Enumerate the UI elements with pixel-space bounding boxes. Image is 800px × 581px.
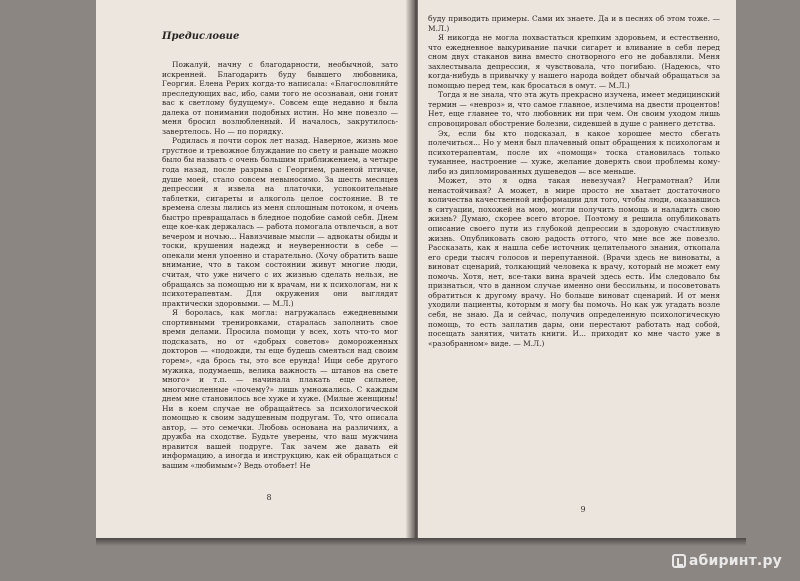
page-number-right: 9 bbox=[580, 505, 586, 514]
paragraph: Эх, если бы кто подсказал, в какое хорошее место сбегать полечиться... Но у меня был плачевный опыт обращения к психологам и психотерапевтам, после их «помощи» тоска становилась только туманнее, настроение — хуже, желание доверять свои проблемы кому-либо из дипломированных душеведов — все меньше. bbox=[428, 128, 720, 176]
labirint-logo-icon bbox=[672, 554, 686, 568]
right-page bbox=[418, 0, 736, 538]
paragraph: Тогда я не знала, что эта жуть прекрасно изучена, имеет медицинский термин — «невроз» и, что самое главное, излечима на двести процентов! Нет, еще главнее то, что любовник ни при чем. Он своим уходом лишь спровоцировал обострение болезни, сидевшей в душе с раннего детства. bbox=[428, 90, 720, 129]
paragraph: Я боролась, как могла: нагружалась ежедневными спортивными тренировками, старалась заполнить свое время делами. Просила помощи у всех, хоть что-то мог подсказать, но от «добрых советов» домороженных докторов — «подожди, ты еще будешь смеяться над своим горем», «да брось ты, это все ерунда! Ищи себе другого мужика, подумаешь, велика важность — штанов на свете много» и т.п. — начинала плакать еще сильнее, многочисленные «почему?» лишь умножались. С каждым днем мне становилось все хуже и хуже. (Милые женщины! Ни в коем случае не обращайтесь за психологической помощью к своим задушевным подругам. То, что описала автор, — это семечки. Любовь основана на различиях, а дружба на сходстве. Будьте уверены, что ваш мужчина нравится вашей подруге. Так зачем же давать ей информацию, а иногда и инструкцию, как ей обращаться с вашим «любимым»? Ведь отобьет! Не bbox=[162, 308, 398, 470]
page-number-left: 8 bbox=[266, 493, 272, 502]
paragraph: Родилась я почти сорок лет назад. Наверное, жизнь мое грустное и тревожное блуждание по свету и раньше можно было бы назвать с очень большим приближением, а четыре года назад, после разрыва с Георгием, раненой птичке, душе моей, стало совсем невыносимо. За шесть месяцев депрессии я извела на платочки, успокоительные таблетки, сигареты и алкоголь целое состояние. В те времена слезы лились из меня сплошным потоком, я очень быстро превращалась в бледное подобие самой себя. Днем еще кое-как держалась — работа помогала отвлечься, а вот вечером и ночью... Навязчивые мысли — адвокаты обиды и тоски, крушения надежд и неуверенности в себе — опекали меня упоенно и старательно. (Хочу обратить ваше внимание, что в таком состоянии живут многие люди, считая, что уже ничего с их жизнью сделать нельзя, не обращаясь за помощью ни к врачам, ни к психологам, ни к психотерапевтам. Для окружения они выглядят практически здоровыми. — М.Л.) bbox=[162, 136, 398, 308]
page-edge-shadow bbox=[96, 538, 746, 546]
right-page-text bbox=[428, 14, 720, 348]
watermark-text: абиринт.ру bbox=[688, 553, 782, 569]
labirint-watermark bbox=[672, 553, 782, 569]
paragraph: Пожалуй, начну с благодарности, необычной, зато искренней. Благодарить буду бывшего любовника, Георгия. Елена Рерих когда-то написала: «Благословляйте преследующих вас, ибо, сами того не осознавая, они гонят вас к светлому будущему». Совсем еще недавно я была далека от понимания подобных истин. Но мне повезло — меня бросил возлюбленный. И началось, закрутилось-завертелось. Но — по порядку. bbox=[162, 60, 398, 136]
book-spread bbox=[96, 0, 746, 540]
paragraph: Я никогда не могла похвастаться крепким здоровьем, и естественно, что ежедневное выкуривание пачки сигарет и вливание в себя перед сном двух стаканов вина вместо снотворного его не добавляли. Меня захлестывала депрессия, я чувствовала, что погибаю. (Надеюсь, что когда-нибудь в привычку у нашего народа войдет обычай обращаться за помощью перед тем, как бросаться в омут. — М.Л.) bbox=[428, 33, 720, 90]
chapter-heading: Предисловие bbox=[162, 31, 240, 42]
paragraph: Может, это я одна такая невезучая? Неграмотная? Или ненастойчивая? А может, в мире просто не хватает достаточного количества качественной информации для того, чтобы люди, оказавшись в ситуации, похожей на мою, могли получить помощь и наладить свою жизнь? Думаю, скорее всего второе. Поэтому я решила опубликовать описание своего пути из глубокой депрессии в здоровую счастливую жизнь. Опубликовать свою радость оттого, что мне все же повезло. Рассказать, как я нашла себе источник целительного знания, откопала его среди тысяч голосов и перепутанной. (Врачи здесь не виноваты, а виноват сценарий, толкающий человека к врачу, который не может ему помочь. Хотя, нет, все-таки вина врачей здесь есть. Им следовало бы признаться, что в данном случае именно они бессильны, и посоветовать обратиться к другому врачу. Но больше виноват сценарий. И от меня уходили пациенты, которым я могу бы помочь. Но как уж угадать возле себя, не знаю. Да и сейчас, получив определенную психологическую помощь, то есть заплатив дары, они перестают работать над собой, посещать занятия, читать книги. И... приходят ко мне часто уже в «разобранном» виде. — М.Л.) bbox=[428, 176, 720, 348]
left-page bbox=[96, 0, 412, 538]
left-page-text bbox=[162, 60, 398, 471]
paragraph: буду приводить примеры. Сами их знаете. Да и в песнях об этом тоже. — М.Л.) bbox=[428, 14, 720, 33]
